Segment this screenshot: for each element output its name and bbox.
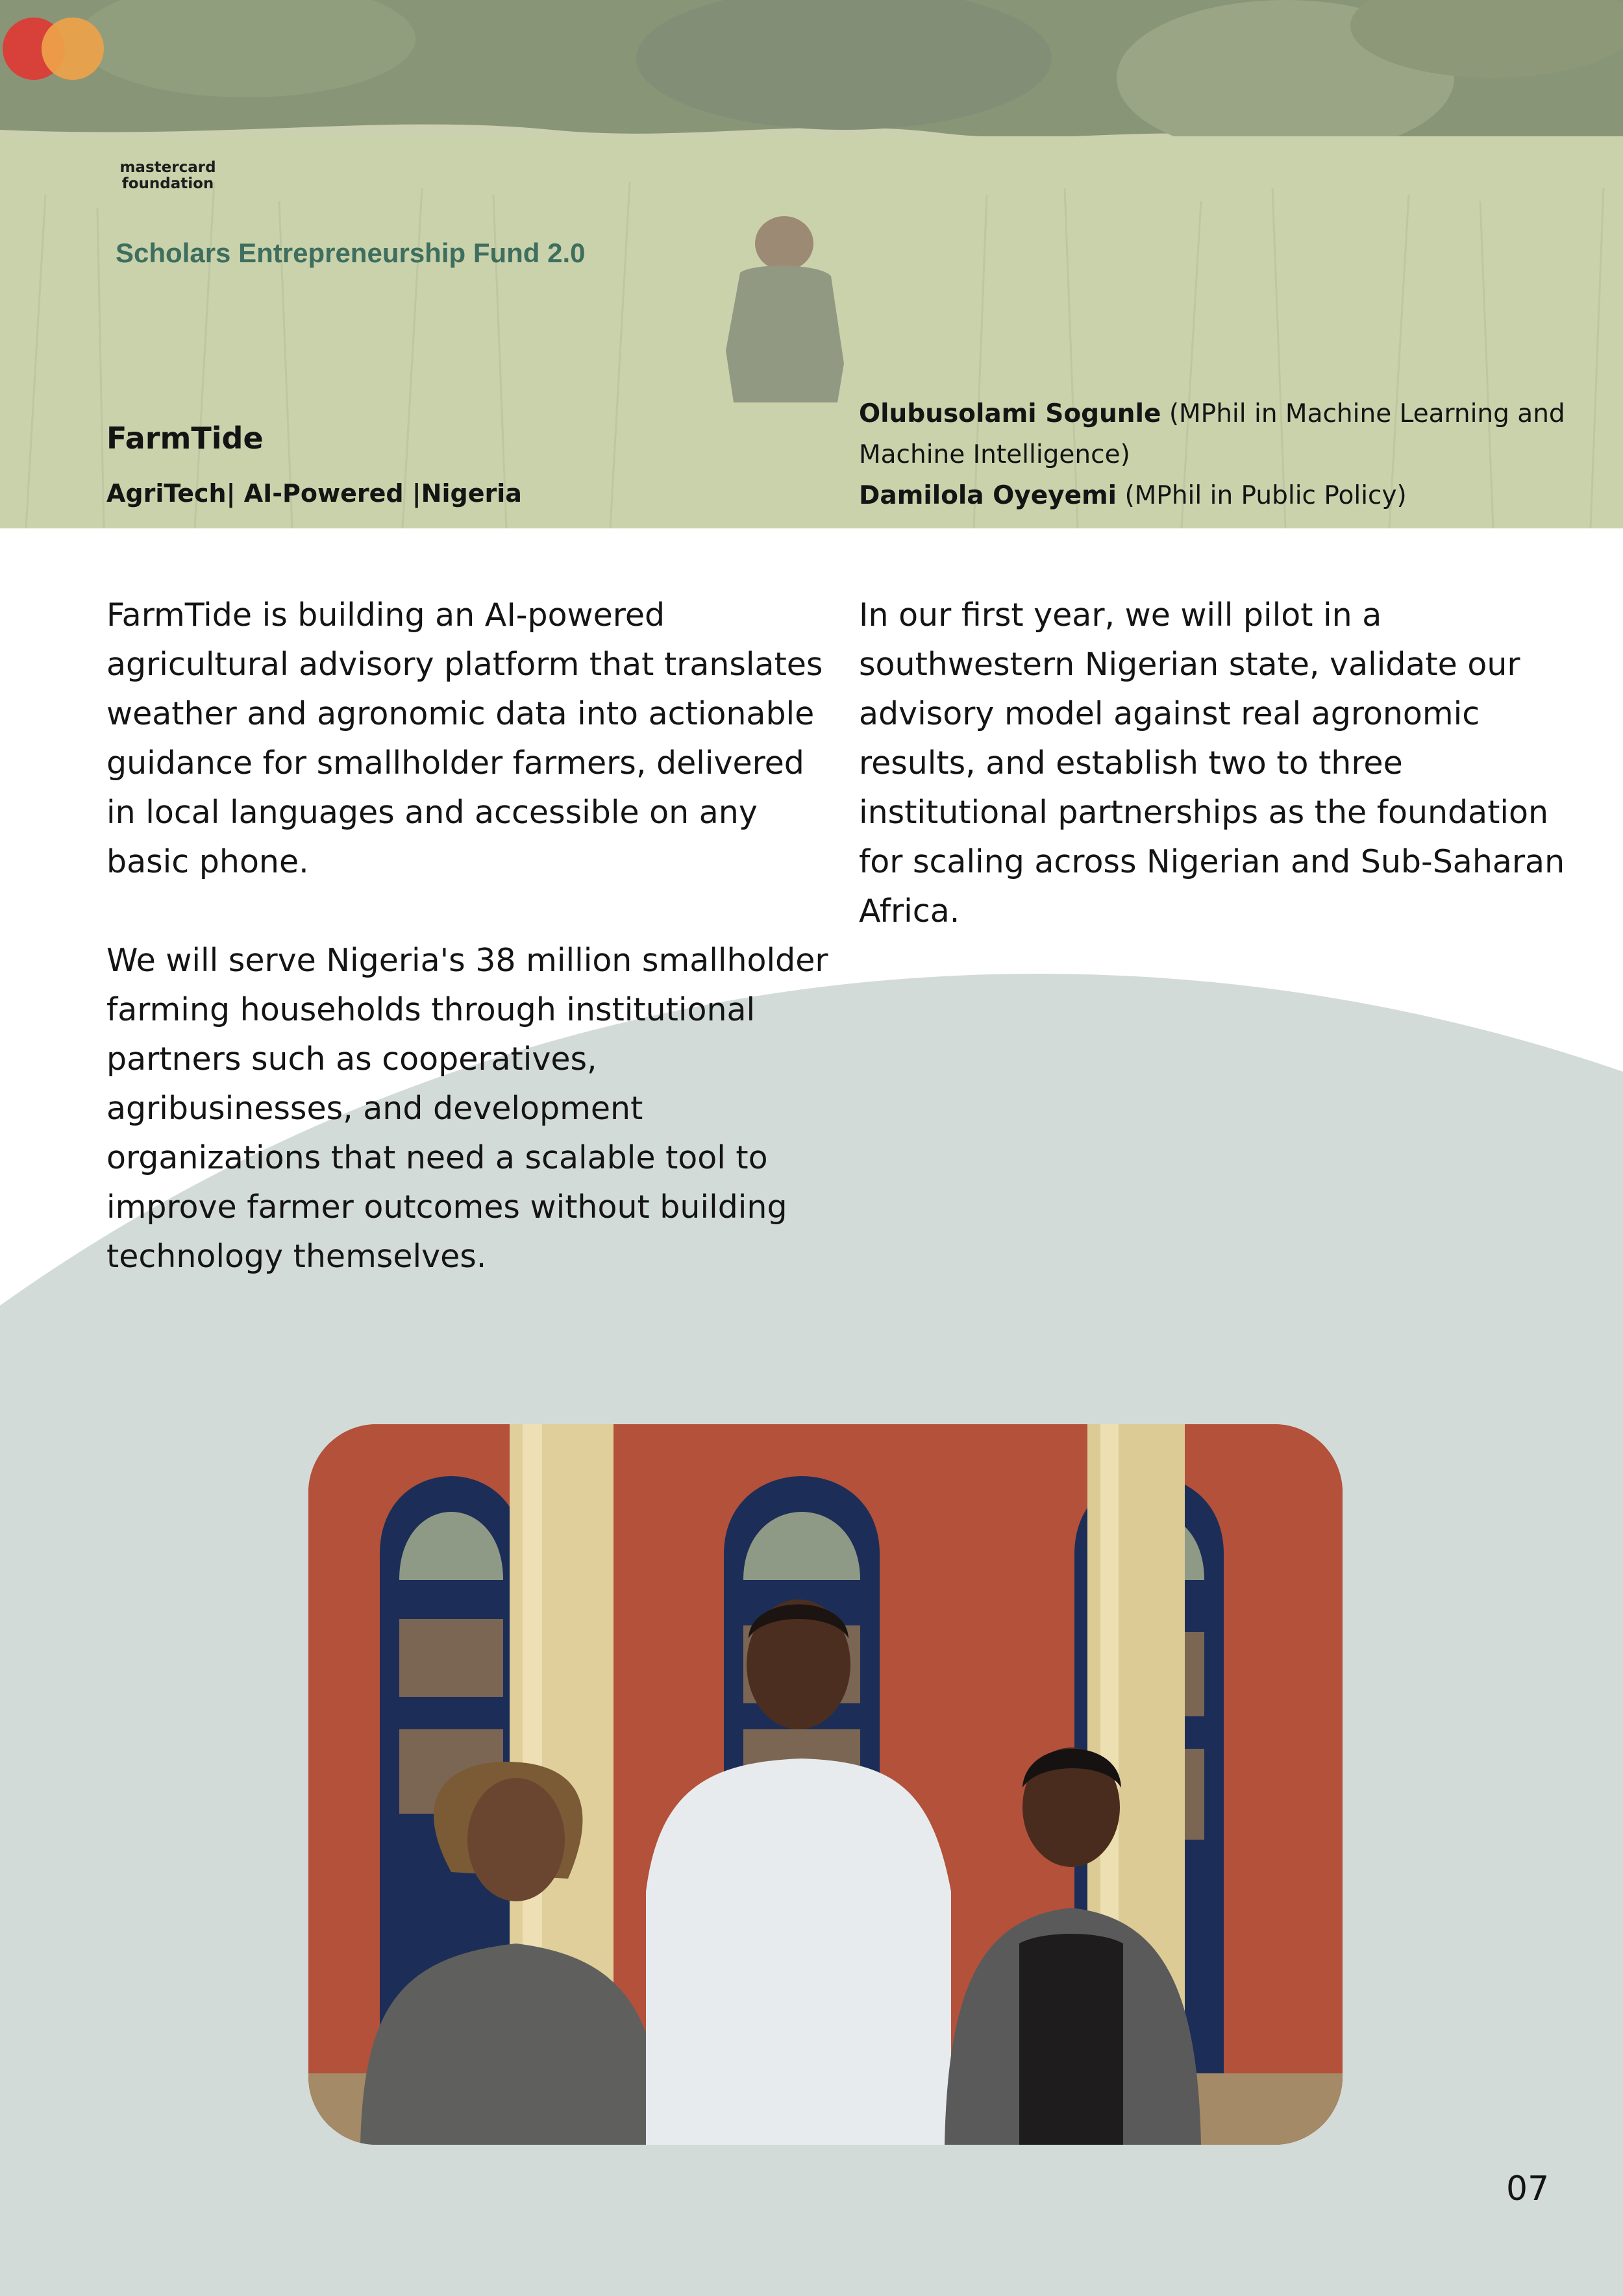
description-right-column — [859, 591, 1586, 985]
venture-tags: AgriTech| AI-Powered |Nigeria — [106, 479, 522, 508]
team-member — [859, 393, 1586, 475]
team-photo — [308, 1424, 1343, 2145]
description-paragraph: We will serve Nigeria's 38 million smallholder farming households through institutional partners such as cooperatives, agribusinesses, and development organizations that need a scalable tool to improve farmer outcomes without building technology themselves. — [106, 942, 828, 1275]
mastercard-foundation-logo-icon — [0, 0, 110, 104]
team-member — [859, 475, 1586, 516]
member-program: (MPhil in Public Policy) — [1124, 481, 1407, 510]
member-program: (MPhil in Machine Learning and Machine Intelligence) — [859, 399, 1565, 469]
description-left-column — [106, 591, 834, 1331]
venture-name: FarmTide — [106, 421, 264, 456]
page-number: 07 — [1506, 2169, 1550, 2208]
logo-wordmark: mastercard foundation — [119, 159, 216, 192]
description-paragraph: FarmTide is building an AI-powered agricultural advisory platform that translates weather and agronomic data into actionable guidance for smallholder farmers, delivered in local languages and accessible on any basic phone. — [106, 597, 823, 880]
team-members — [859, 393, 1586, 516]
fund-title: Scholars Entrepreneurship Fund 2.0 — [116, 238, 586, 268]
header-hero-image — [0, 0, 1623, 528]
description-paragraph: In our first year, we will pilot in a southwestern Nigerian state, validate our advisory model against real agronomic results, and establish two to three institutional partnerships as the foundation for scaling across Nigerian and Sub-Saharan Africa. — [859, 597, 1565, 930]
member-name: Olubusolami Sogunle — [859, 399, 1161, 428]
member-name: Damilola Oyeyemi — [859, 481, 1117, 510]
